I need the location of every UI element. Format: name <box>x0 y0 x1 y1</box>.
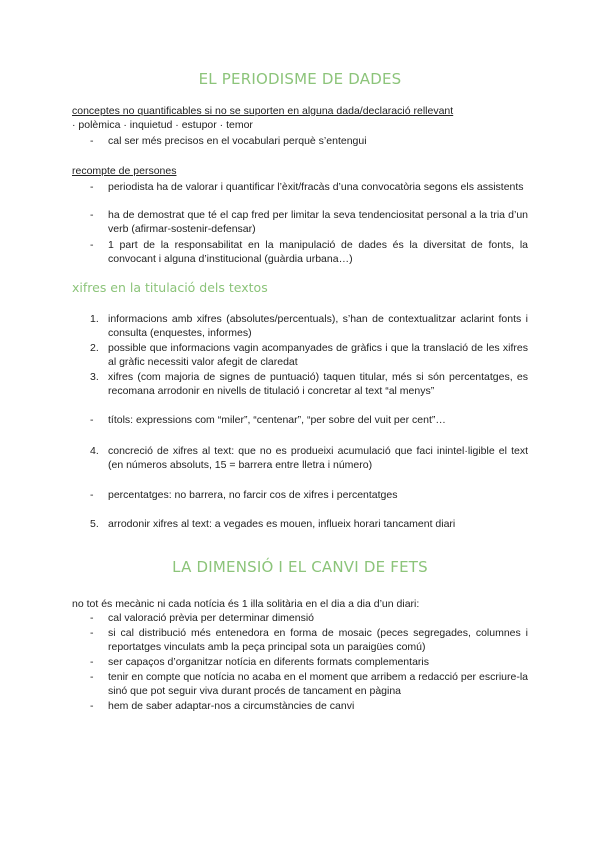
item-marker: 3. <box>90 371 99 383</box>
numbered-item: possible que informacions vagin acompanyades de gràfics i que la translació de les xifres al gràfic necessiti valor afegit de claredat <box>108 342 528 369</box>
bullet-dash: - <box>90 671 94 683</box>
bullet-dash: - <box>90 239 94 251</box>
bullet-dash: - <box>90 181 94 193</box>
heading-recompte: recompte de persones <box>72 165 177 177</box>
numbered-item: arrodonir xifres al text: a vegades es mouen, influeix horari tancament diari <box>108 518 456 530</box>
item-marker: - <box>90 489 94 501</box>
bullet-item: tenir en compte que notícia no acaba en el moment que arribem a redacció per escriure-la sinó que pot seguir viva durant procés de tancament en pàgina <box>108 671 528 698</box>
intro-dimensio: no tot és mecànic ni cada notícia és 1 illa solitària en el dia a dia d’un diari: <box>72 598 420 610</box>
bullet-dash: - <box>90 135 94 147</box>
item-marker: 2. <box>90 342 99 354</box>
bullet-dash: - <box>90 700 94 712</box>
bullet-item: si cal distribució més entenedora en forma de mosaic (peces segregades, columnes i reportatges vinculats amb la peça principal sota un paraigües comú) <box>108 627 528 654</box>
dash-item: títols: expressions com “miler”, “centenar”, “per sobre del vuit per cent”… <box>108 414 446 426</box>
title-periodisme-de-dades: EL PERIODISME DE DADES <box>198 70 402 88</box>
numbered-item: xifres (com majoria de signes de puntuació) taquen titular, més si són percentatges, es recomana arrodonir en nivells de titulació i concretar al text “al menys” <box>108 371 528 398</box>
numbered-item: informacions amb xifres (absolutes/percentuals), s’han de contextualitzar aclarint fonts i consulta (enquestes, informes) <box>108 313 528 340</box>
bullet-item: ser capaços d’organitzar notícia en diferents formats complementaris <box>108 656 429 668</box>
bullet-item: cal ser més precisos en el vocabulari perquè s’entengui <box>108 135 367 147</box>
item-marker: - <box>90 414 94 426</box>
subhead-xifres: xifres en la titulació dels textos <box>72 280 268 295</box>
bullet-dash: - <box>90 612 94 624</box>
heading-conceptes: conceptes no quantificables si no se suporten en alguna dada/declaració rellevant <box>72 105 454 117</box>
bullet-dash: - <box>90 656 94 668</box>
item-marker: 1. <box>90 313 99 325</box>
dash-item: percentatges: no barrera, no farcir cos de xifres i percentatges <box>108 489 398 501</box>
bullet-item: cal valoració prèvia per determinar dimensió <box>108 612 315 624</box>
item-marker: 5. <box>90 518 99 530</box>
numbered-item: concreció de xifres al text: que no es produeixi acumulació que faci inintel·ligible el text (en números absoluts, 15 = barrera entre lletra i número) <box>108 445 528 472</box>
subline-conceptes: · polèmica · inquietud · estupor · temor <box>72 119 253 131</box>
title-dimensio-canvi: LA DIMENSIÓ I EL CANVI DE FETS <box>172 558 428 576</box>
bullet-item: hem de saber adaptar-nos a circumstàncies de canvi <box>108 700 355 712</box>
bullet-item: ha de demostrat que té el cap fred per limitar la seva tendenciositat personal a la tria d’un verb (afirmar-sostenir-defensar) <box>108 209 528 236</box>
bullet-dash: - <box>90 627 94 639</box>
item-marker: 4. <box>90 445 99 457</box>
bullet-dash: - <box>90 209 94 221</box>
bullet-item: periodista ha de valorar i quantificar l’èxit/fracàs d’una convocatòria segons els assistents <box>108 181 524 193</box>
bullet-item: 1 part de la responsabilitat en la manipulació de dades és la diversitat de fonts, la convocant i alguna d’institucional (guàrdia urbana…) <box>108 239 528 266</box>
